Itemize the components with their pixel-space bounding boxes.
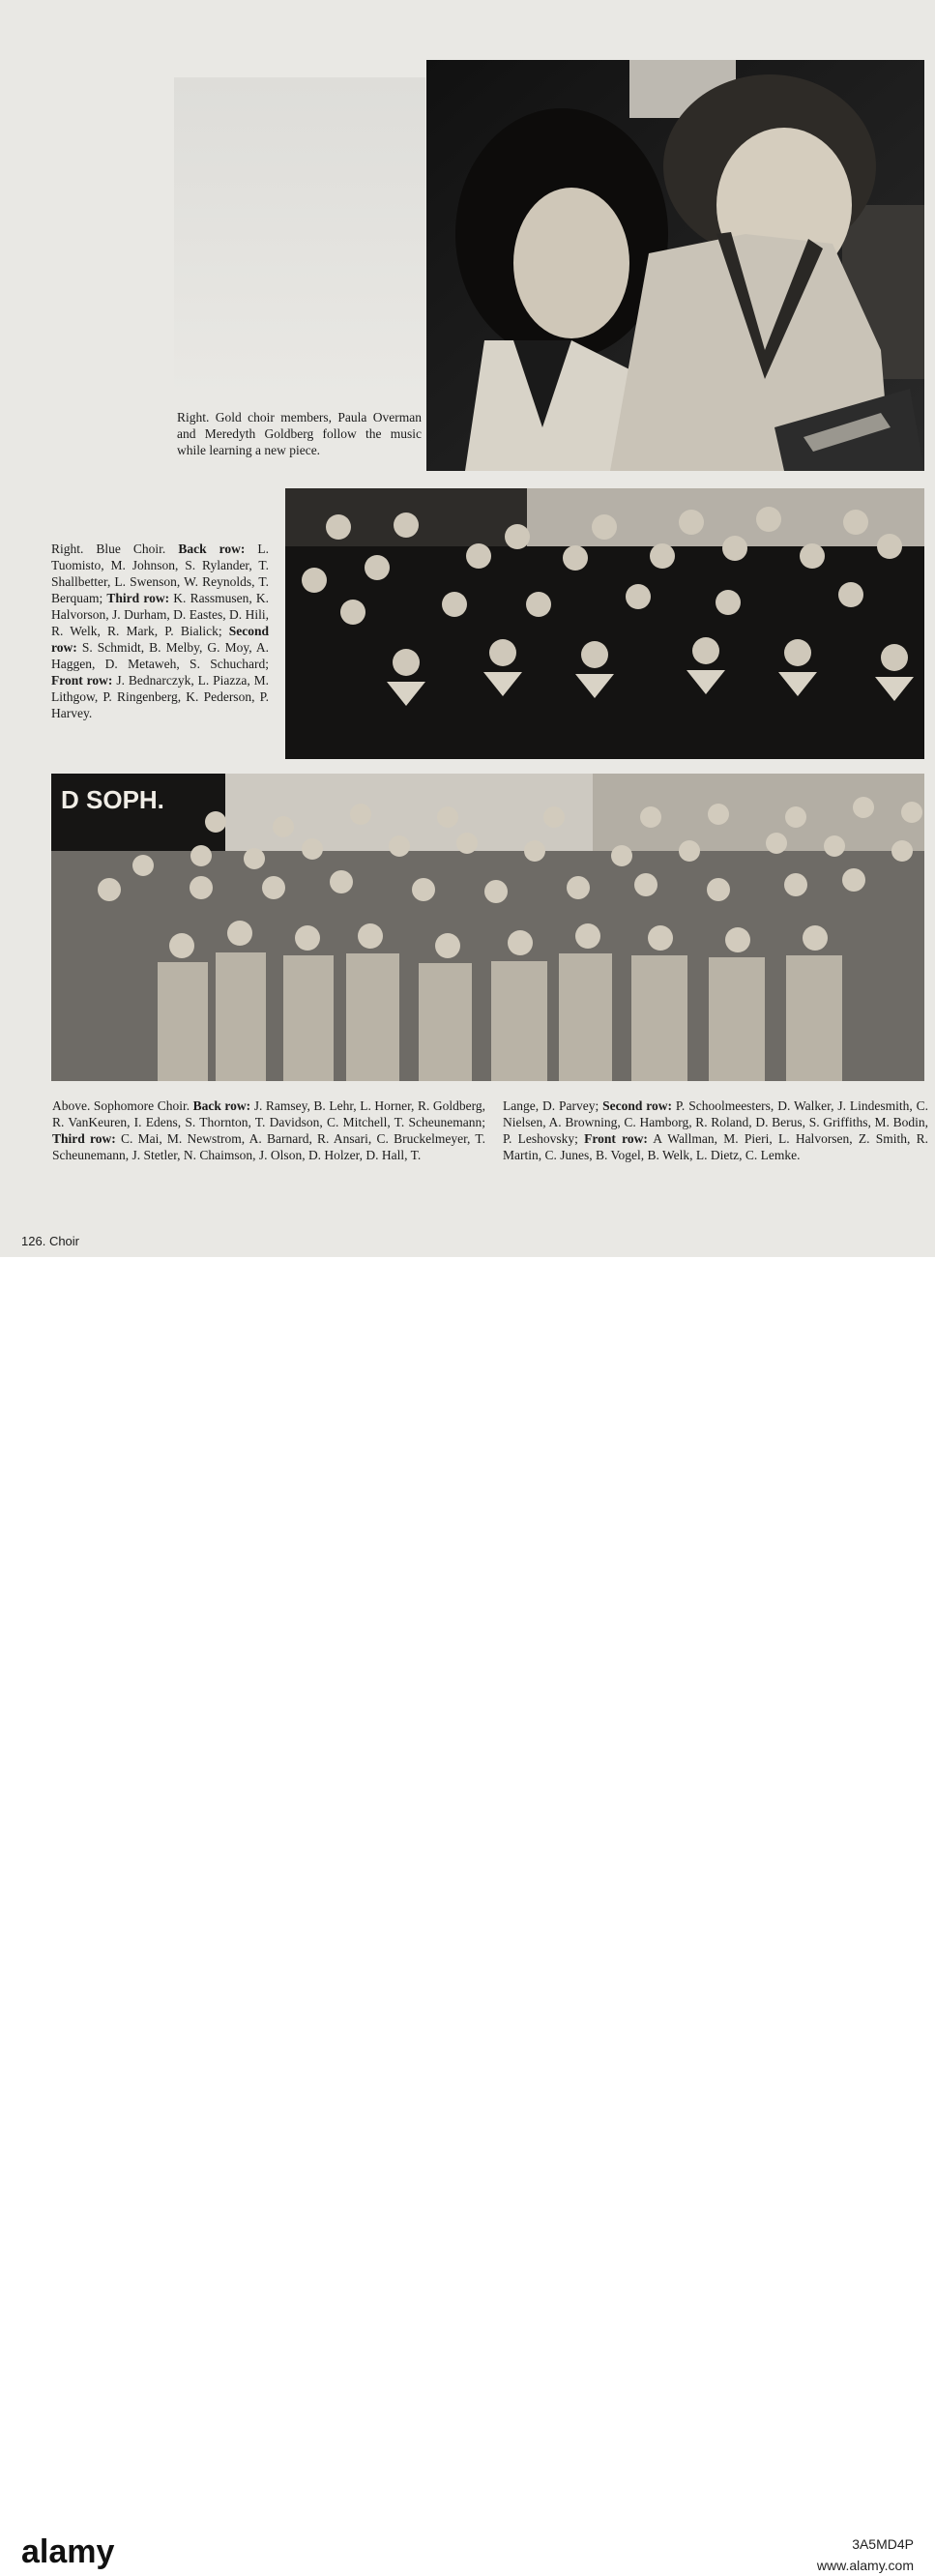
caption-blue-second-label: Second row:: [51, 624, 269, 655]
photo-gold-choir-members: [426, 60, 924, 471]
caption-blue-lead: Right. Blue Choir.: [51, 542, 166, 556]
yearbook-page: [0, 0, 935, 1257]
caption-blue-front: J. Bednarczyk, L. Piazza, M. Lithgow, P. Ringenberg, K. Pederson, P. Harvey.: [51, 673, 270, 720]
caption-soph-third-label: Third row:: [52, 1131, 116, 1146]
photo-blue-choir: [285, 488, 924, 759]
caption-soph-second: P. Schoolmeesters, D. Walker, J. Lindesmith, C. Nielsen, A. Browning, C. Hamborg, R. Roland, D. Berus, S. Griffiths, M. Bodin, P. Leshovsky;: [503, 1098, 928, 1146]
caption-blue-choir: [51, 541, 269, 721]
caption-blue-back-label: Back row:: [178, 542, 246, 556]
caption-sophomore-right: [503, 1098, 928, 1163]
faded-background-text: [174, 77, 425, 396]
caption-gold-choir: [177, 409, 422, 458]
caption-soph-continued: Lange, D. Parvey;: [503, 1098, 599, 1113]
image-id-block: [817, 2533, 914, 2576]
caption-soph-back-label: Back row:: [192, 1098, 251, 1113]
svg-text:alamy: alamy: [21, 2533, 115, 2570]
site-url: www.alamy.com: [816, 2558, 914, 2573]
photo-sophomore-choir: [51, 774, 924, 1081]
page-section: Choir: [48, 1234, 80, 1248]
page-number: 126.: [21, 1234, 46, 1248]
caption-gold-text: Right. Gold choir members, Paula Overman and Meredyth Goldberg follow the music while learning a new piece.: [177, 410, 422, 457]
caption-blue-back: L. Tuomisto, M. Johnson, S. Rylander, T. Shallbetter, L. Swenson, W. Reynolds, T. Berquam;: [51, 542, 270, 605]
caption-soph-back: J. Ramsey, B. Lehr, L. Horner, R. Goldberg, R. VanKeuren, I. Edens, S. Thornton, T. Davidson, C. Mitchell, T. Scheunemann;: [52, 1098, 486, 1129]
caption-blue-third-label: Third row:: [106, 591, 170, 605]
caption-soph-second-label: Second row:: [602, 1098, 673, 1113]
stock-banner: [0, 1257, 935, 2573]
page-folio: [21, 1234, 79, 1248]
caption-soph-front: A Wallman, M. Pieri, L. Halvorsen, Z. Smith, R. Martin, C. Junes, B. Vogel, B. Welk, L. Dietz, C. Lemke.: [503, 1131, 928, 1162]
caption-soph-front-label: Front row:: [584, 1131, 648, 1146]
alamy-logo: [21, 2533, 215, 2572]
image-id: 3A5MD4P: [852, 2536, 914, 2552]
caption-sophomore-left: [52, 1098, 485, 1163]
caption-soph-third: C. Mai, M. Newstrom, A. Barnard, R. Ansari, C. Bruckelmeyer, T. Scheunemann, J. Stetler, N. Chaimson, J. Olson, D. Holzer, D. Hall, T.: [52, 1131, 485, 1162]
caption-blue-second: S. Schmidt, B. Melby, G. Moy, A. Haggen, D. Metaweh, S. Schuchard;: [51, 640, 270, 671]
caption-soph-lead: Above. Sophomore Choir.: [52, 1098, 190, 1113]
caption-blue-third: K. Rassmusen, K. Halvorson, J. Durham, D. Eastes, D. Hili, R. Welk, R. Mark, P. Bialick;: [51, 591, 269, 638]
soph-banner-text: D SOPH.: [61, 785, 164, 814]
caption-blue-front-label: Front row:: [51, 673, 113, 688]
